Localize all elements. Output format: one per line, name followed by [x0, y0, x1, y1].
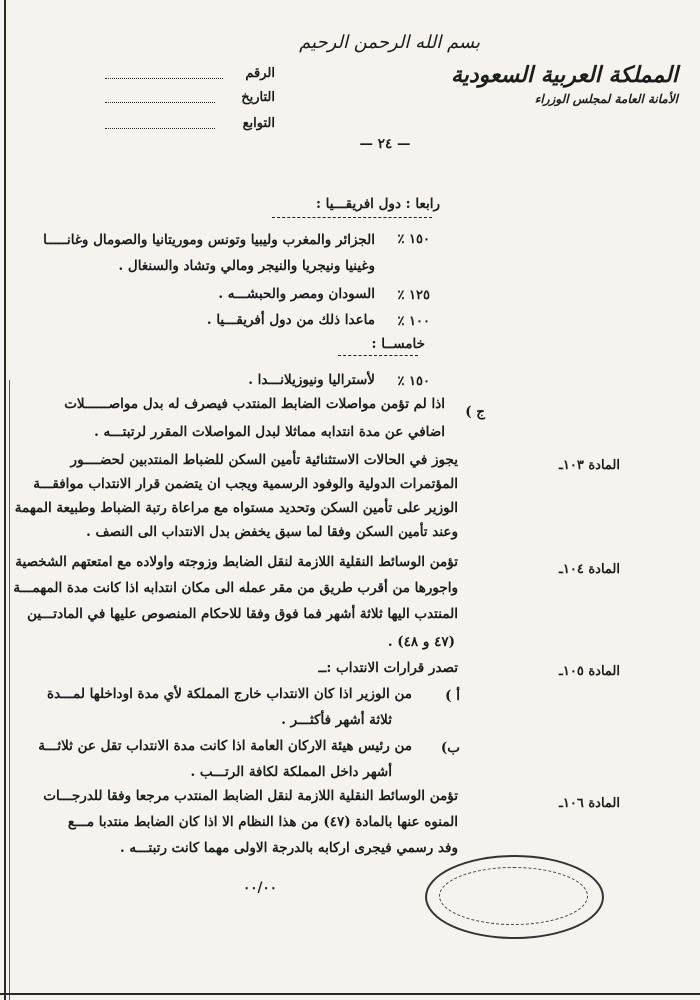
clause-label: ب): [440, 740, 460, 756]
article-line: وعند تأمين السكن وفقا لما سبق يخفض بدل الانتداب الى النصف .: [86, 524, 458, 540]
page-number: — ٢٤ —: [359, 136, 411, 152]
list-item: لأستراليا ونيوزيلانـــدا .: [248, 372, 375, 388]
article-line: (٤٧ و ٤٨) .: [387, 634, 455, 650]
article-label: المادة ١٠٥ـ: [559, 664, 620, 679]
clause-line: من رئيس هيئة الاركان العامة اذا كانت مدة الانتداب تقل عن ثلاثـــة: [38, 738, 412, 754]
list-item: ماعدا ذلك من دول أفريقـــيا .: [206, 312, 375, 328]
article-label: المادة ١٠٣ـ: [559, 458, 620, 473]
clause-line: اذا لم تؤمن مواصلات الضابط المنتدب فيصرف له بدل مواصــــــلات: [64, 396, 445, 412]
letterhead-logo: [450, 62, 678, 106]
list-item: السودان ومصر والحبشـــه .: [218, 286, 375, 302]
ref-field-attachments-line: [105, 128, 215, 129]
ref-field-date-line: [105, 102, 215, 103]
article-line: تؤمن الوسائط النقلية اللازمة لنقل الضابط وزوجته واولاده مع امتعتهم الشخصية: [15, 554, 458, 570]
official-stamp: [425, 855, 604, 939]
pct-item: ١٢٥ ٪: [397, 288, 430, 303]
pct-item: ١٠٠ ٪: [397, 314, 430, 329]
article-line: تؤمن الوسائط النقلية اللازمة لنقل الضابط المنتدب مرجعا وفقا للدرجـــات: [43, 788, 458, 804]
ref-field-number-label: الرقم: [245, 66, 275, 81]
org-subtitle: الأمانة العامة لمجلس الوزراء: [534, 92, 678, 106]
ref-field-attachments-label: التوابع: [242, 116, 275, 131]
continuation-mark: ٠٠/٠٠: [243, 880, 277, 896]
stamp-inner-ring: [439, 867, 588, 925]
article-label: المادة ١٠٦ـ: [559, 796, 620, 811]
article-line: المنتدب اليها ثلاثة أشهر فما فوق وفقا للاحكام المنصوص عليها في المادتـــين: [27, 606, 458, 622]
article-line: الوزير على تأمين السكن وتحديد مستواه مع مراعاة رتبة الضباط وطبيعة المهمة: [14, 500, 458, 516]
section-heading-oceania: خامســا :: [371, 336, 425, 352]
article-line: يجوز في الحالات الاستثنائية تأمين السكن للضباط المنتدبين لحضــــور: [70, 452, 458, 468]
list-item: وغينيا ونيجريا والنيجر ومالي وتشاد والسنغال .: [118, 258, 375, 274]
article-line: المنوه عنها بالمادة (٤٧) من هذا النظام الا اذا كان الضابط منتدبا مـــع: [67, 814, 458, 830]
pct-item: ١٥٠ ٪: [397, 232, 430, 247]
article-line: وفد رسمي فيجرى اركابه بالدرجة الاولى مهما كانت رتبتـــه .: [120, 840, 458, 856]
section-heading-oceania-underline: [338, 355, 418, 356]
list-item: الجزائر والمغرب وليبيا وتونس وموريتانيا والصومال وغانـــــا: [43, 232, 375, 248]
scan-edge-bottom: [0, 993, 700, 995]
section-heading-africa-underline: [272, 217, 432, 218]
clause-line: أشهر داخل المملكة لكافة الرتـــب .: [190, 764, 392, 780]
pct-item: ١٥٠ ٪: [397, 374, 430, 389]
org-name: المملكة العربية السعودية: [450, 62, 678, 88]
clause-label: أ ): [445, 688, 460, 704]
article-label: المادة ١٠٤ـ: [559, 562, 620, 577]
ref-field-date-label: التاريخ: [241, 90, 275, 105]
scan-edge-left: [4, 0, 6, 1000]
article-line: واجورها من أقرب طريق من مقر عمله الى مكان انتدابه اذا كانت مدة المهمـــة: [13, 580, 458, 596]
clause-label: ج ): [465, 404, 485, 420]
basmala: بسم الله الرحمن الرحيم: [299, 32, 480, 53]
section-heading-africa: رابعا : دول افريقـــيا :: [315, 196, 440, 212]
article-line: تصدر قرارات الانتداب :ــ: [318, 660, 458, 676]
ref-field-number-line: [105, 78, 223, 79]
scan-edge-left-inner: [9, 380, 10, 1000]
clause-line: ثلاثة أشهر فأكثـــر .: [281, 712, 392, 728]
clause-line: اضافي عن مدة انتدابه مماثلا لبدل المواصلات المقرر لرتبتـــه .: [94, 424, 445, 440]
article-line: المؤتمرات الدولية والوفود الرسمية ويجب ان يتضمن قرار الانتداب موافقـــة: [33, 476, 458, 492]
clause-line: من الوزير اذا كان الانتداب خارج المملكة لأي مدة اوداخلها لمـــدة: [47, 686, 412, 702]
